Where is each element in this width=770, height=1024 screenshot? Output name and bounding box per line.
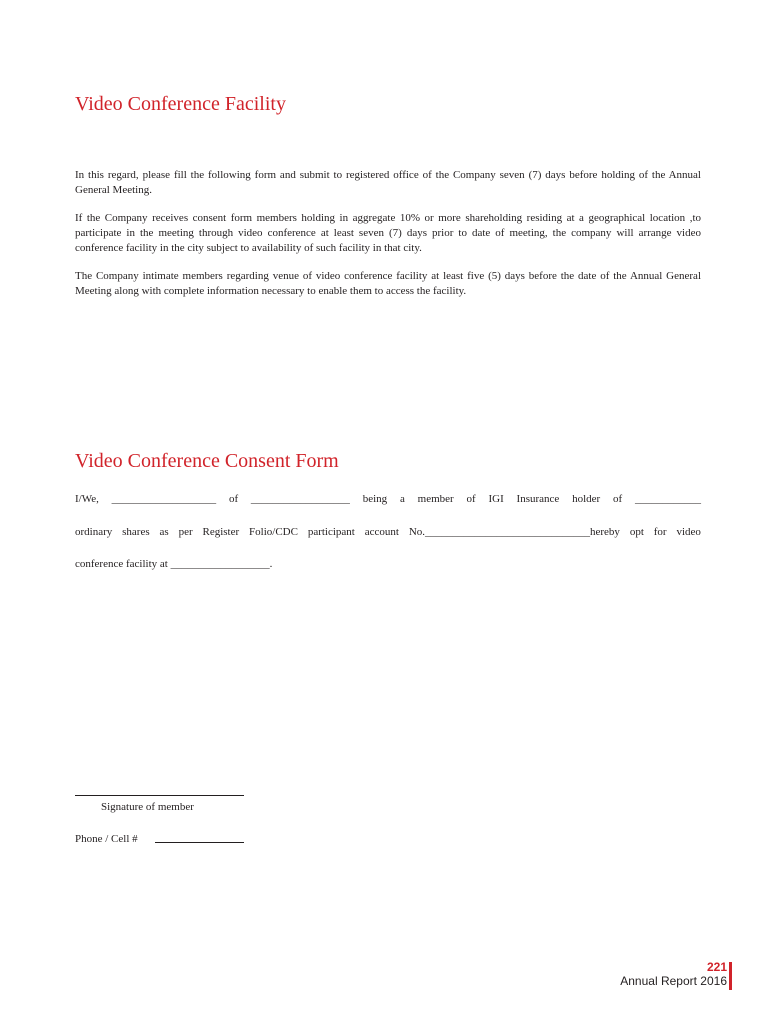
form-word: of	[613, 493, 623, 505]
phone-line	[155, 842, 244, 843]
page-number: 221	[706, 960, 727, 974]
name-blank: ___________________	[111, 493, 217, 505]
form-word: as	[159, 526, 169, 538]
paragraph-instructions: In this regard, please fill the following form and submit to registered office of the Company seven (7) days before holding of the Annual General Meeting.	[75, 169, 701, 196]
signature-line	[75, 795, 244, 796]
form-word: participant	[307, 526, 355, 538]
shares-blank: ____________	[634, 493, 701, 505]
section-title-facility: Video Conference Facility	[75, 93, 286, 115]
section-title-consent-form: Video Conference Consent Form	[75, 450, 339, 472]
signature-label: Signature of member	[101, 801, 194, 813]
footer-accent-bar	[729, 962, 732, 990]
address-blank: __________________	[250, 493, 350, 505]
form-word: per	[178, 526, 193, 538]
phone-label: Phone / Cell #	[75, 833, 138, 845]
account-number-blank: No.______________________________hereby	[408, 526, 620, 538]
form-word: I/We,	[75, 493, 99, 505]
form-word: Register	[202, 526, 240, 538]
paragraph-venue-notice: The Company intimate members regarding venue of video conference facility at least five (5) days before the date of the Annual General Meeting along with complete information necessary to enable them to access the facility.	[75, 270, 701, 297]
form-word: Folio/CDC	[249, 526, 298, 538]
form-word: member	[417, 493, 454, 505]
report-title: Annual Report 2016	[620, 974, 727, 988]
form-word: for	[653, 526, 667, 538]
form-word: ordinary	[75, 526, 113, 538]
form-word: account	[364, 526, 399, 538]
form-line-shares	[75, 525, 701, 540]
page-footer	[620, 961, 727, 988]
form-word: shares	[122, 526, 150, 538]
form-line-member	[75, 492, 701, 507]
form-word: being	[362, 493, 388, 505]
form-word: holder	[572, 493, 601, 505]
form-word: a	[399, 493, 405, 505]
paragraph-consent-threshold: If the Company receives consent form members holding in aggregate 10% or more shareholding residing at a geographical location ,to participate in the meeting through video conference at least seven (7) days prior to date of meeting, the company will arrange video conference facility in the city subject to availability of such facility in that city.	[75, 212, 701, 254]
form-word: of	[228, 493, 239, 505]
form-word: opt	[629, 526, 644, 538]
form-line-city: conference facility at __________________.	[75, 558, 273, 570]
form-word: of	[466, 493, 476, 505]
form-word: Insurance	[516, 493, 560, 505]
form-word: IGI	[488, 493, 504, 505]
form-word: video	[676, 526, 701, 538]
